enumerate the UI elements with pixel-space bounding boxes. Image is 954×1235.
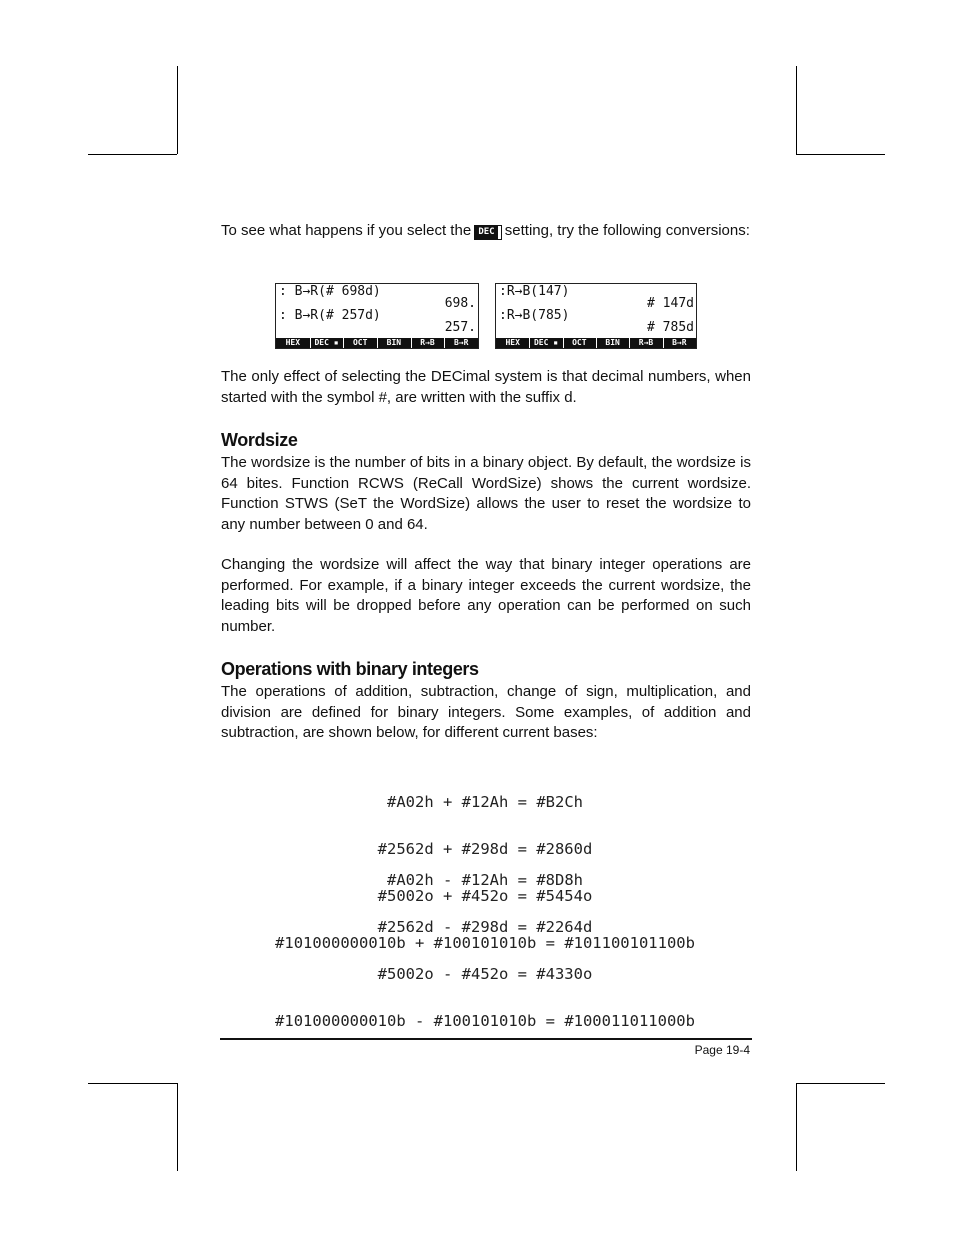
softkey-bin: BIN (377, 338, 410, 348)
softkey-oct: OCT (563, 338, 595, 348)
screen2-line2-result: # 785d (647, 320, 694, 335)
crop-mark-top-right-vertical (796, 66, 797, 154)
dec-softkey-icon: DEC (475, 226, 500, 239)
operations-block (221, 682, 751, 744)
softkey-hex: HEX (497, 338, 528, 348)
wordsize-block-2 (221, 555, 751, 637)
screen2-line1-input: :R→B(147) (499, 284, 570, 299)
crop-mark-top-right-horizontal (796, 154, 885, 155)
screen2-line2-input: :R→B(785) (499, 308, 570, 323)
softkey-oct: OCT (343, 338, 376, 348)
softkey-b-to-r: B→R (444, 338, 477, 348)
crop-mark-bottom-left-vertical (177, 1083, 178, 1171)
equation-add-dec: #2562d + #298d = #2860d (377, 839, 593, 858)
decimal-block (221, 367, 751, 408)
intro-paragraph (221, 221, 751, 242)
screen2-line1-result: # 147d (647, 296, 694, 311)
softkey-r-to-b: R→B (629, 338, 661, 348)
softkey-dec: DEC ▪ (310, 338, 343, 348)
footer-rule (220, 1038, 752, 1040)
calculator-screen-r-to-b (495, 283, 697, 349)
equation-sub-dec: #2562d - #298d = #2264d (377, 917, 593, 936)
screen1-line2-result: 257. (444, 320, 476, 335)
equation-add-hex: #A02h + #12Ah = #B2Ch (387, 793, 583, 812)
softkey-b-to-r: B→R (663, 338, 695, 348)
equation-sub-hex: #A02h - #12Ah = #8D8h (387, 871, 583, 890)
wordsize-block (221, 453, 751, 535)
softkey-dec: DEC ▪ (529, 338, 561, 348)
operations-heading: Operations with binary integers (221, 659, 479, 679)
crop-mark-bottom-right-horizontal (796, 1083, 885, 1084)
screen1-line2-input: : B→R(# 257d) (279, 308, 381, 323)
equation-add-bin: #101000000010b + #100101010b = #101100101100b (275, 933, 695, 952)
softkey-r-to-b: R→B (411, 338, 444, 348)
screen1-line1-result: 698. (444, 296, 476, 311)
screen2-softkey-bar (496, 338, 696, 348)
crop-mark-bottom-left-horizontal (88, 1083, 177, 1084)
intro-block (221, 221, 751, 242)
subtraction-equations (230, 839, 740, 1045)
crop-mark-bottom-right-vertical (796, 1083, 797, 1171)
equation-sub-oct: #5002o - #452o = #4330o (377, 964, 593, 983)
wordsize-paragraph-2: Changing the wordsize will affect the way that binary integer operations are performed. For example, if a binary integer exceeds the current wordsize, the leading bits will be dropped before any operation can be performed on such number. (221, 556, 751, 635)
calculator-screen-b-to-r (275, 283, 479, 349)
crop-mark-top-left-vertical (177, 66, 178, 154)
screen1-line1-input: : B→R(# 698d) (279, 284, 381, 299)
equation-add-oct: #5002o + #452o = #5454o (377, 886, 593, 905)
softkey-hex: HEX (277, 338, 309, 348)
decimal-paragraph: The only effect of selecting the DECimal system is that decimal numbers, when started with the symbol #, are written with the suffix d. (221, 368, 751, 406)
intro-text-after: setting, try the following conversions: (504, 222, 750, 239)
page-number: Page 19-4 (694, 1043, 750, 1057)
operations-paragraph: The operations of addition, subtraction, change of sign, multiplication, and division are defined for binary integers. Some examples, of addition and subtraction, are shown below, for different current bases: (221, 683, 751, 742)
screen1-softkey-bar (276, 338, 478, 348)
wordsize-paragraph-1: The wordsize is the number of bits in a binary object. By default, the wordsize is 64 bites. Function RCWS (ReCall WordSize) shows the current wordsize. Function STWS (SeT the WordSize) allows the user to reset the wordsize to any number between 0 and 64. (221, 454, 751, 533)
intro-text-before: To see what happens if you select the (221, 222, 472, 239)
softkey-bin: BIN (596, 338, 628, 348)
crop-mark-top-left-horizontal (88, 154, 177, 155)
wordsize-heading: Wordsize (221, 430, 298, 450)
equation-sub-bin: #101000000010b - #100101010b = #100011011000b (275, 1011, 695, 1030)
